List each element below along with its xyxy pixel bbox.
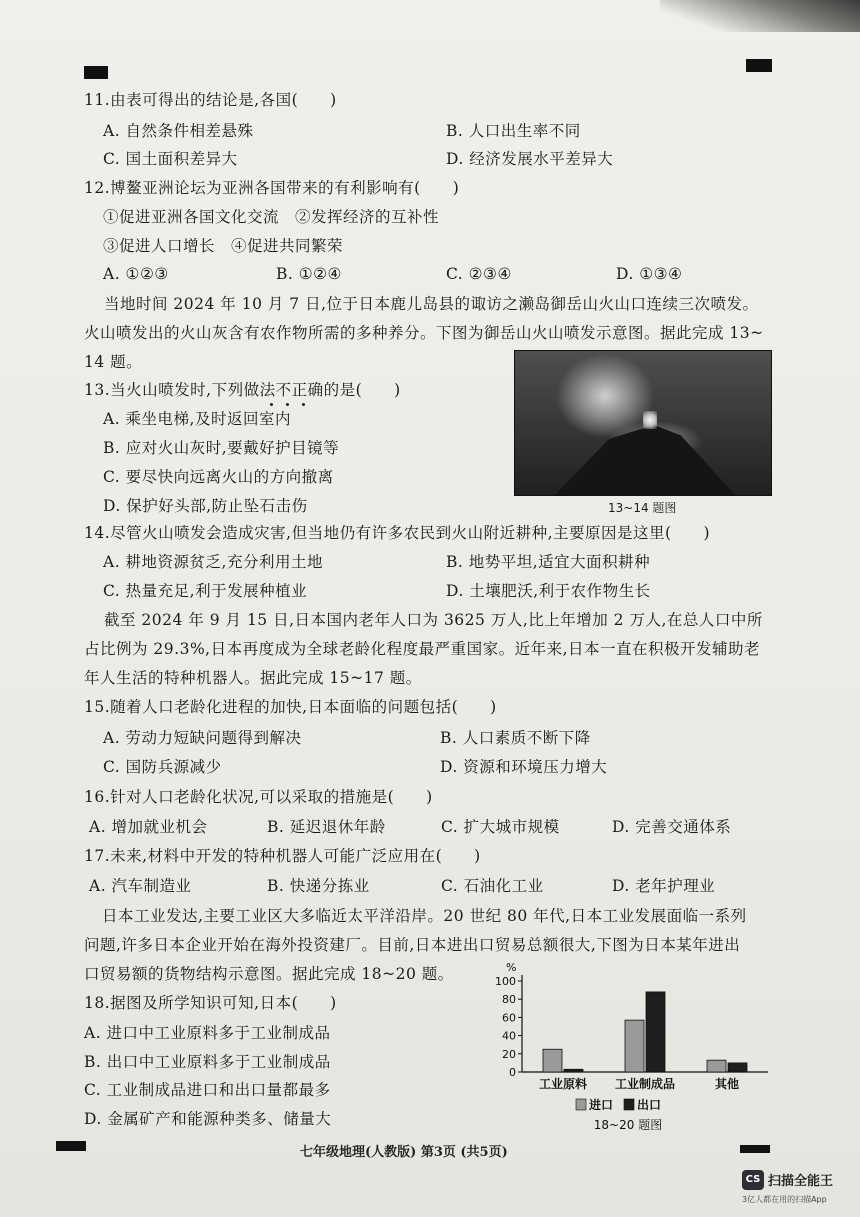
q13-option-c: C. 要尽快向远离火山的方向撤离 [103,468,334,486]
bar-export [564,1069,583,1072]
x-tick-label: 工业制成品 [614,1077,676,1091]
bar-export [728,1063,747,1072]
y-tick-label: 0 [509,1066,516,1079]
emphasis-dot [286,403,289,406]
q12-option-d: D. ①③④ [616,265,683,283]
q13-option-b: B. 应对火山灰时,要戴好护目镜等 [103,439,340,457]
q13-option-d: D. 保护好头部,防止坠石击伤 [103,497,308,515]
q12-statements-2: ③促进人口增长 ④促进共同繁荣 [103,237,344,255]
legend-swatch-import [576,1099,586,1110]
trade-structure-chart [490,955,780,1135]
q18-option-a: A. 进口中工业原料多于工业制成品 [84,1024,331,1042]
y-tick-label: 20 [502,1047,516,1061]
q16-option-c: C. 扩大城市规模 [441,818,560,836]
q12-option-a: A. ①②③ [103,265,169,283]
q11-option-a: A. 自然条件相差悬殊 [103,122,254,140]
q15-option-d: D. 资源和环境压力增大 [440,758,608,776]
chart-caption: 18~20 题图 [593,1118,663,1132]
q12-stem: 12.博鳌亚洲论坛为亚洲各国带来的有利影响有( ) [84,179,460,197]
q13-option-a: A. 乘坐电梯,及时返回室内 [103,410,291,428]
q12-statements-1: ①促进亚洲各国文化交流 ②发挥经济的互补性 [103,208,440,226]
q18-option-c: C. 工业制成品进口和出口量都最多 [84,1081,331,1099]
q14-option-a: A. 耕地资源贫乏,充分利用土地 [103,553,323,571]
q11-option-c: C. 国土面积差异大 [103,150,238,168]
registration-mark-left [84,66,108,79]
page-footer: 七年级地理(人教版) 第3页 (共5页) [300,1145,508,1160]
q12-option-c: C. ②③④ [446,265,512,283]
registration-mark-bottom-right [740,1145,770,1153]
q11-stem: 11.由表可得出的结论是,各国( ) [84,91,337,109]
passage1-line2: 火山喷发出的火山灰含有农作物所需的多种养分。下图为御岳山火山喷发示意图。据此完成 13~ [84,324,764,342]
volcano-eruption-photo [514,350,772,496]
volcano-silhouette [555,425,735,495]
q11-option-b: B. 人口出生率不同 [446,122,581,140]
y-tick-label: 80 [502,993,516,1007]
y-axis-unit-label: % [506,961,517,974]
q14-option-c: C. 热量充足,利于发展种植业 [103,582,308,600]
q15-option-c: C. 国防兵源减少 [103,758,222,776]
x-tick-label: 其他 [714,1077,740,1091]
scanner-tagline: 3亿人都在用的扫描App [742,1195,827,1204]
passage2-line2: 占比例为 29.3%,日本再度成为全球老龄化程度最严重国家。近年来,日本一直在积极开发辅助老 [84,640,761,658]
passage3-line3: 口贸易额的货物结构示意图。据此完成 18~20 题。 [84,965,454,983]
q18-option-b: B. 出口中工业原料多于工业制成品 [84,1053,331,1071]
lava-glow [643,411,657,429]
emphasis-dot [302,403,305,406]
registration-mark-bottom-left [56,1141,86,1151]
legend-label: 进口 [589,1098,614,1112]
q17-option-c: C. 石油化工业 [441,877,544,895]
q13-stem: 13.当火山喷发时,下列做法不正确的是( ) [84,381,401,399]
bar-import [543,1049,562,1072]
legend-swatch-export [624,1099,634,1110]
bar-import [707,1060,726,1072]
q14-stem: 14.尽管火山喷发会造成灾害,但当地仍有许多农民到火山附近耕种,主要原因是这里( ) [84,524,711,542]
q16-option-d: D. 完善交通体系 [612,818,732,836]
bar-import [625,1020,644,1072]
passage3-line2: 问题,许多日本企业开始在海外投资建厂。目前,日本进出口贸易总额很大,下图为日本某年进出 [84,936,741,954]
x-tick-label: 工业原料 [538,1077,588,1091]
q17-option-a: A. 汽车制造业 [89,877,192,895]
q15-stem: 15.随着人口老龄化进程的加快,日本面临的问题包括( ) [84,698,497,716]
passage1-line1: 当地时间 2024 年 10 月 7 日,位于日本鹿儿岛县的诹访之濑岛御岳山火山口连续三次喷发。 [104,295,759,313]
legend-label: 出口 [637,1098,662,1112]
q18-stem: 18.据图及所学知识可知,日本( ) [84,994,337,1012]
y-tick-label: 60 [502,1011,516,1025]
q15-option-a: A. 劳动力短缺问题得到解决 [103,729,302,747]
q18-option-d: D. 金属矿产和能源种类多、储量大 [84,1110,332,1128]
q16-stem: 16.针对人口老龄化状况,可以采取的措施是( ) [84,788,433,806]
q17-option-d: D. 老年护理业 [612,877,716,895]
emphasis-dot [270,403,273,406]
photo-caption: 13~14 题图 [608,501,677,515]
q12-option-b: B. ①②④ [276,265,342,283]
page-corner-shadow [660,0,860,32]
scanner-app-name: 扫描全能王 [768,1174,834,1189]
q11-option-d: D. 经济发展水平差异大 [446,150,614,168]
q14-option-d: D. 土壤肥沃,利于农作物生长 [446,582,651,600]
q17-option-b: B. 快递分拣业 [267,877,370,895]
y-tick-label: 100 [495,975,516,988]
passage2-line1: 截至 2024 年 9 月 15 日,日本国内老年人口为 3625 万人,比上年增加 2 万人,在总人口中所 [104,611,763,629]
passage2-line3: 年人生活的特种机器人。据此完成 15~17 题。 [84,669,422,687]
y-tick-label: 40 [502,1029,516,1043]
bar-export [646,992,665,1072]
passage3-line1: 日本工业发达,主要工业区大多临近太平洋沿岸。20 世纪 80 年代,日本工业发展面临一系列 [102,907,747,925]
registration-mark-right [746,59,772,72]
q16-option-b: B. 延迟退休年龄 [267,818,386,836]
q16-option-a: A. 增加就业机会 [89,818,208,836]
q17-stem: 17.未来,材料中开发的特种机器人可能广泛应用在( ) [84,847,481,865]
q15-option-b: B. 人口素质不断下降 [440,729,591,747]
camscanner-logo-icon: CS [742,1170,764,1190]
q14-option-b: B. 地势平坦,适宜大面积耕种 [446,553,651,571]
passage1-line3: 14 题。 [84,353,143,371]
